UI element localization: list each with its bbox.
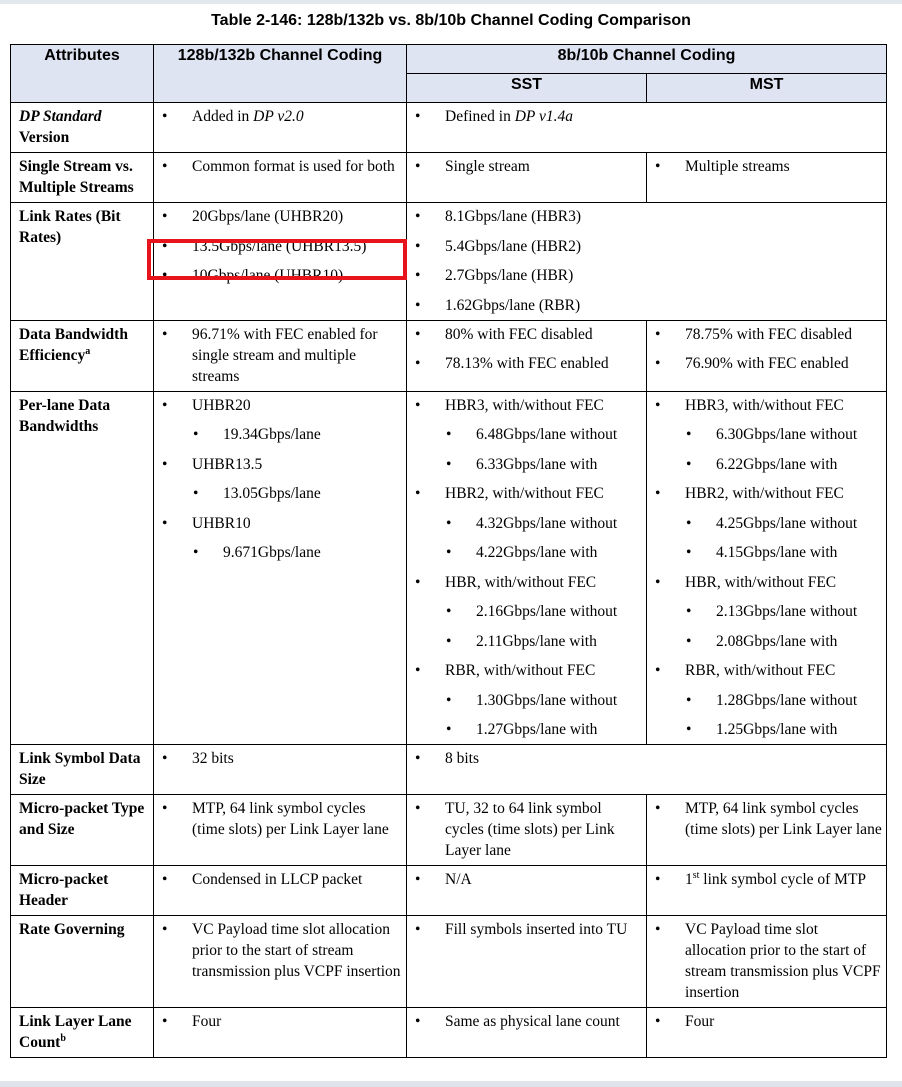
cell-128-data-bandwidth bbox=[154, 320, 407, 391]
list-item: • 1.30Gbps/lane without bbox=[446, 690, 642, 711]
list-item: • VC Payload time slot allocation prior to the start of stream transmission plus VCPF insertion bbox=[655, 919, 882, 1003]
attr-lane-count: Link Layer Lane Count$^b$ bbox=[11, 1008, 154, 1058]
list-item: • 13.05Gbps/lane bbox=[193, 483, 402, 504]
row-per-lane bbox=[11, 391, 887, 745]
list-item: • HBR2, with/without FEC bbox=[415, 483, 642, 504]
attr-micro-header: Micro-packet Header bbox=[11, 866, 154, 916]
attr-link-rates: Link Rates (Bit Rates) bbox=[11, 203, 154, 321]
cell-sst-micro-packet bbox=[407, 795, 647, 866]
attr-single-stream: Single Stream vs. Multiple Streams bbox=[11, 153, 154, 203]
row-rate-governing bbox=[11, 916, 887, 1008]
list-item: • 10Gbps/lane (UHBR10) bbox=[162, 265, 402, 286]
cell-mst-lane-count bbox=[647, 1008, 887, 1058]
list-item: • 5.4Gbps/lane (HBR2) bbox=[415, 236, 882, 257]
list-item: • 78.13% with FEC enabled bbox=[415, 353, 642, 374]
list-item: • 4.25Gbps/lane without bbox=[686, 513, 882, 534]
list-item: • 1.25Gbps/lane with bbox=[686, 719, 882, 740]
cell-128-rate-governing bbox=[154, 916, 407, 1008]
cell-128-symbol-size bbox=[154, 745, 407, 795]
row-data-bandwidth bbox=[11, 320, 887, 391]
table-title: Table 2-146: 128b/132b vs. 8b/10b Channel Coding Comparison bbox=[211, 12, 691, 29]
list-item: • HBR2, with/without FEC bbox=[655, 483, 882, 504]
list-item: • 13.5Gbps/lane (UHBR13.5) bbox=[162, 236, 402, 257]
cell-sst-rate-governing bbox=[407, 916, 647, 1008]
row-lane-count bbox=[11, 1008, 887, 1058]
list-item: • MTP, 64 link symbol cycles (time slots) per Link Layer lane bbox=[162, 798, 402, 840]
list-item: • 4.32Gbps/lane without bbox=[446, 513, 642, 534]
list-item: • 1st link symbol cycle of MTP bbox=[655, 869, 882, 890]
list-item: • 8 bits bbox=[415, 748, 882, 769]
list-item: • 8.1Gbps/lane (HBR3) bbox=[415, 206, 882, 227]
cell-sst-lane-count bbox=[407, 1008, 647, 1058]
list-item: • 6.33Gbps/lane with bbox=[446, 454, 642, 475]
attr-micro-packet: Micro-packet Type and Size bbox=[11, 795, 154, 866]
list-item: • Four bbox=[655, 1011, 882, 1032]
cell-sst-micro-header bbox=[407, 866, 647, 916]
list-item: • 2.11Gbps/lane with bbox=[446, 631, 642, 652]
list-item: • 1.27Gbps/lane with bbox=[446, 719, 642, 740]
list-item: • UHBR13.5 bbox=[162, 454, 402, 475]
attr-dp-standard: DP Standard Version bbox=[11, 103, 154, 153]
list-item: • Common format is used for both bbox=[162, 156, 402, 177]
list-item: • 80% with FEC disabled bbox=[415, 324, 642, 345]
row-micro-packet bbox=[11, 795, 887, 866]
list-item: • Fill symbols inserted into TU bbox=[415, 919, 642, 940]
cell-128-per-lane bbox=[154, 391, 407, 745]
list-item: • 78.75% with FEC disabled bbox=[655, 324, 882, 345]
cell-128-micro-packet bbox=[154, 795, 407, 866]
cell-mst-rate-governing bbox=[647, 916, 887, 1008]
list-item: • 2.08Gbps/lane with bbox=[686, 631, 882, 652]
list-item: • 2.13Gbps/lane without bbox=[686, 601, 882, 622]
cell-8b10b-dp-standard bbox=[407, 103, 887, 153]
list-item: • 9.671Gbps/lane bbox=[193, 542, 402, 563]
comparison-table bbox=[10, 44, 887, 1058]
list-item: • Same as physical lane count bbox=[415, 1011, 642, 1032]
list-item: • TU, 32 to 64 link symbol cycles (time slots) per Link Layer lane bbox=[415, 798, 642, 861]
header-mst: MST bbox=[647, 74, 887, 103]
list-item: • 2.7Gbps/lane (HBR) bbox=[415, 265, 882, 286]
cell-sst-single-stream bbox=[407, 153, 647, 203]
cell-128-micro-header bbox=[154, 866, 407, 916]
list-item: • Multiple streams bbox=[655, 156, 882, 177]
header-sst: SST bbox=[407, 74, 647, 103]
list-item: • Four bbox=[162, 1011, 402, 1032]
row-single-stream bbox=[11, 153, 887, 203]
list-item: • RBR, with/without FEC bbox=[655, 660, 882, 681]
list-item: • 1.28Gbps/lane without bbox=[686, 690, 882, 711]
list-item: • 6.22Gbps/lane with bbox=[686, 454, 882, 475]
list-item: • HBR, with/without FEC bbox=[415, 572, 642, 593]
cell-8b10b-symbol-size bbox=[407, 745, 887, 795]
cell-128-single-stream bbox=[154, 153, 407, 203]
highlight-box bbox=[147, 239, 407, 280]
row-dp-standard bbox=[11, 103, 887, 153]
list-item: • 32 bits bbox=[162, 748, 402, 769]
list-item: • 2.16Gbps/lane without bbox=[446, 601, 642, 622]
list-item: • 19.34Gbps/lane bbox=[193, 424, 402, 445]
cell-mst-data-bandwidth bbox=[647, 320, 887, 391]
list-item: • HBR3, with/without FEC bbox=[655, 395, 882, 416]
list-item: • UHBR20 bbox=[162, 395, 402, 416]
cell-mst-per-lane bbox=[647, 391, 887, 745]
list-item: • 4.22Gbps/lane with bbox=[446, 542, 642, 563]
cell-128-dp-standard bbox=[154, 103, 407, 153]
list-item: • Defined in DP v1.4a bbox=[415, 106, 882, 127]
list-item: • N/A bbox=[415, 869, 642, 890]
row-link-rates bbox=[11, 203, 887, 321]
list-item: • RBR, with/without FEC bbox=[415, 660, 642, 681]
list-item: • HBR, with/without FEC bbox=[655, 572, 882, 593]
list-item: • VC Payload time slot allocation prior to the start of stream transmission plus VCPF insertion bbox=[162, 919, 402, 982]
row-symbol-size bbox=[11, 745, 887, 795]
top-bar bbox=[0, 0, 902, 4]
cell-mst-micro-header bbox=[647, 866, 887, 916]
cell-mst-single-stream bbox=[647, 153, 887, 203]
row-micro-header bbox=[11, 866, 887, 916]
list-item: • 6.30Gbps/lane without bbox=[686, 424, 882, 445]
list-item: • 76.90% with FEC enabled bbox=[655, 353, 882, 374]
list-item: • MTP, 64 link symbol cycles (time slots) per Link Layer lane bbox=[655, 798, 882, 840]
cell-mst-micro-packet bbox=[647, 795, 887, 866]
header-128b132b: 128b/132b Channel Coding bbox=[154, 45, 407, 103]
cell-sst-data-bandwidth bbox=[407, 320, 647, 391]
attr-symbol-size: Link Symbol Data Size bbox=[11, 745, 154, 795]
bottom-bar bbox=[0, 1081, 902, 1087]
header-attributes: Attributes bbox=[11, 45, 154, 103]
list-item: • 1.62Gbps/lane (RBR) bbox=[415, 295, 882, 316]
attr-rate-governing: Rate Governing bbox=[11, 916, 154, 1008]
list-item: • Added in DP v2.0 bbox=[162, 106, 402, 127]
list-item: • UHBR10 bbox=[162, 513, 402, 534]
attr-data-bandwidth: Data Bandwidth Efficiency$^a$ bbox=[11, 320, 154, 391]
cell-8b10b-link-rates bbox=[407, 203, 887, 321]
list-item: • Condensed in LLCP packet bbox=[162, 869, 402, 890]
header-8b10b: 8b/10b Channel Coding bbox=[407, 45, 887, 74]
cell-sst-per-lane bbox=[407, 391, 647, 745]
list-item: • HBR3, with/without FEC bbox=[415, 395, 642, 416]
attr-per-lane: Per-lane Data Bandwidths bbox=[11, 391, 154, 745]
list-item: • 4.15Gbps/lane with bbox=[686, 542, 882, 563]
list-item: • 20Gbps/lane (UHBR20) bbox=[162, 206, 402, 227]
list-item: • 6.48Gbps/lane without bbox=[446, 424, 642, 445]
list-item: • Single stream bbox=[415, 156, 642, 177]
cell-128-lane-count bbox=[154, 1008, 407, 1058]
list-item: • 96.71% with FEC enabled for single stream and multiple streams bbox=[162, 324, 402, 387]
